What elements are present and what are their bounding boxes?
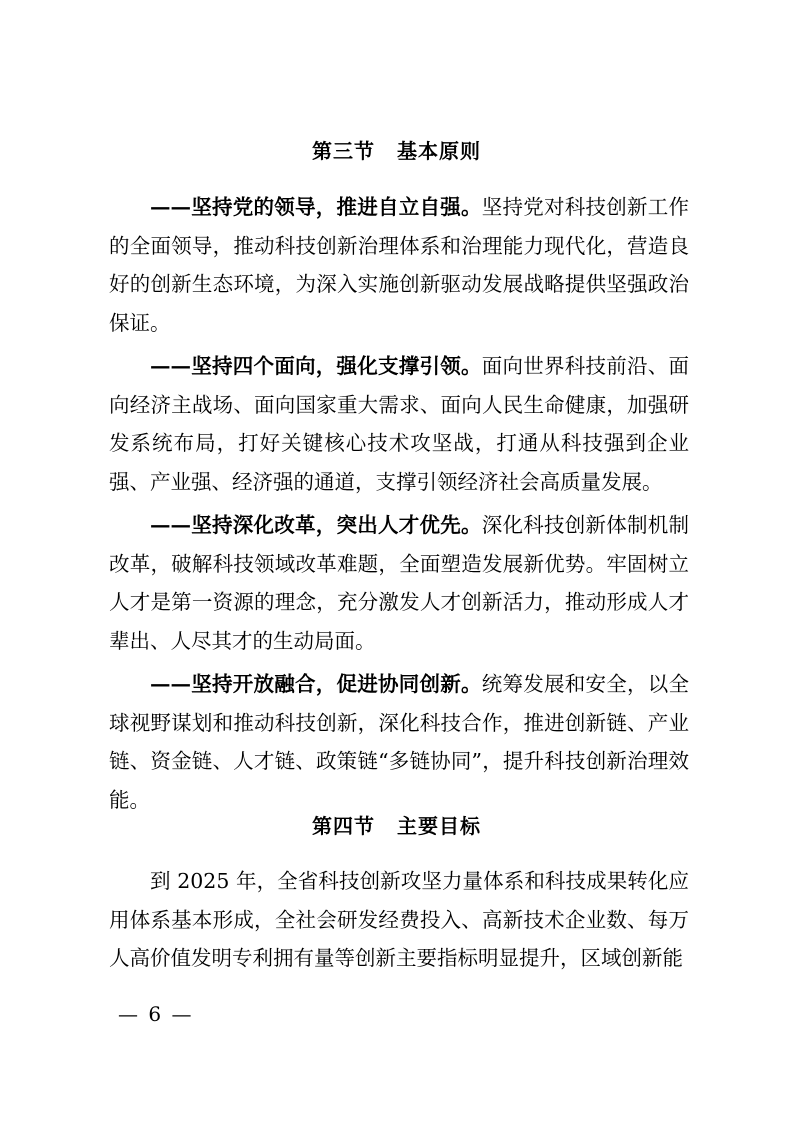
section-title: 主要目标 (397, 814, 481, 838)
paragraph-open-integration (109, 665, 689, 819)
paragraph-body: 统筹发展和安全，以全球视野谋划和推动科技创新，深化科技合作，推进创新链、产业链、资金链、人才链、政策链“多链协同”，提升科技创新治理效能。 (109, 672, 689, 812)
section-heading-goals (0, 814, 793, 838)
paragraph-body: 坚持党对科技创新工作的全面领导，推动科技创新治理体系和治理能力现代化，营造良好的创新生态环境，为深入实施创新驱动发展战略提供坚强政治保证。 (109, 195, 689, 335)
paragraph-lead: ——坚持深化改革，突出人才优先。 (150, 513, 482, 537)
paragraph-body: 到 2025 年，全省科技创新攻坚力量体系和科技成果转化应用体系基本形成，全社会研发经费投入、高新技术企业数、每万人高价值发明专利拥有量等创新主要指标明显提升，区域创新能 (109, 869, 689, 971)
paragraph-body: 面向世界科技前沿、面向经济主战场、面向国家重大需求、面向人民生命健康，加强研发系统布局，打好关键核心技术攻坚战，打通从科技强到企业强、产业强、经济强的通道，支撑引领经济社会高质量发展。 (109, 354, 689, 494)
paragraph-goals-2025 (109, 862, 689, 978)
paragraph-lead: ——坚持开放融合，促进协同创新。 (150, 672, 482, 696)
page-number: — 6 — (118, 1002, 194, 1026)
section-number: 第四节 (312, 814, 375, 838)
paragraph-deepen-reform (109, 506, 689, 660)
section-number: 第三节 (312, 139, 375, 163)
paragraph-four-orientations (109, 347, 689, 501)
paragraph-lead: ——坚持四个面向，强化支撑引领。 (150, 354, 482, 378)
paragraph-lead: ——坚持党的领导，推进自立自强。 (150, 195, 482, 219)
paragraph-body: 深化科技创新体制机制改革，破解科技领域改革难题，全面塑造发展新优势。牢固树立人才是第一资源的理念，充分激发人才创新活力，推动形成人才辈出、人尽其才的生动局面。 (109, 513, 689, 653)
paragraph-party-leadership (109, 188, 689, 342)
section-title: 基本原则 (397, 139, 481, 163)
section-heading-principles (0, 139, 793, 163)
